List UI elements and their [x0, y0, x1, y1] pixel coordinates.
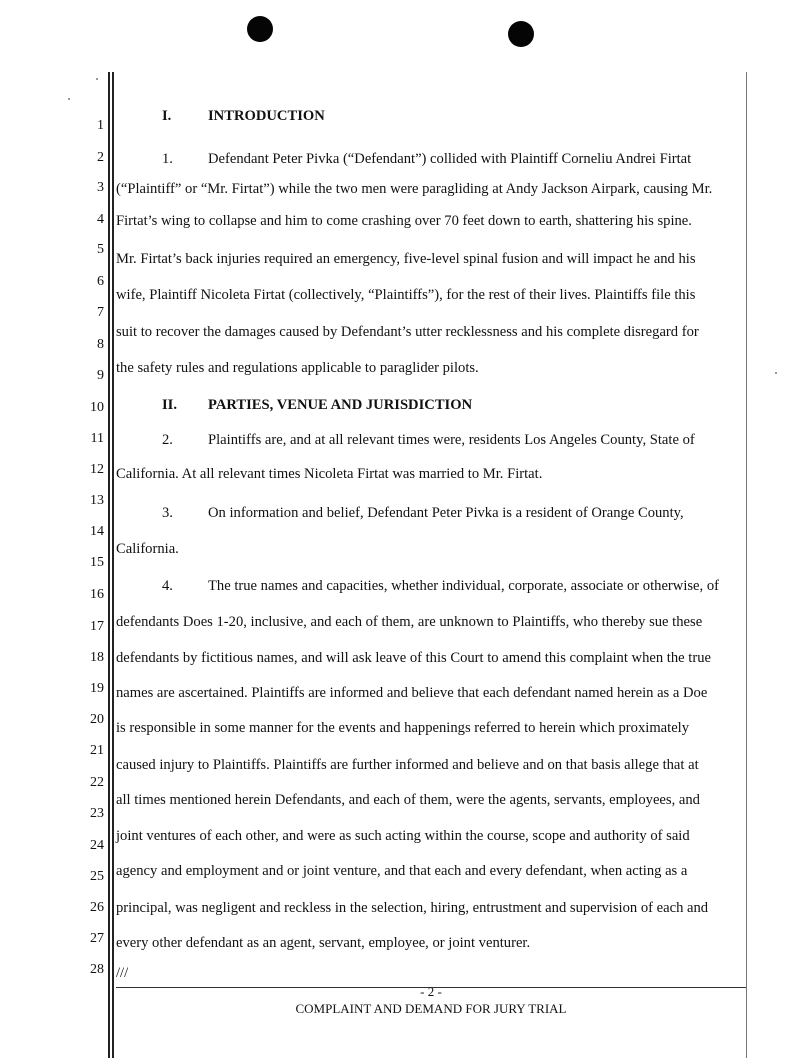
line-number: 20 — [90, 712, 104, 727]
line-number: 23 — [90, 806, 104, 821]
paragraph-line: principal, was negligent and reckless in the selection, hiring, entrustment and supervision of each and — [116, 900, 709, 916]
paragraph-number: 1. — [162, 151, 173, 167]
section-number: I. — [162, 108, 172, 124]
line-number: 10 — [90, 400, 104, 415]
line-number: 19 — [90, 681, 104, 696]
scan-speck — [96, 78, 98, 80]
paragraph-line: all times mentioned herein Defendants, and each of them, were the agents, servants, employees, and — [116, 792, 700, 808]
paragraph-line: caused injury to Plaintiffs. Plaintiffs are further informed and believe and on that basis allege that at — [116, 757, 699, 773]
line-number: 26 — [90, 900, 104, 915]
paragraph-text: On information and belief, Defendant Peter Pivka is a resident of Orange County, — [208, 505, 684, 521]
line-number: 18 — [90, 650, 104, 665]
section-title: PARTIES, VENUE AND JURISDICTION — [208, 397, 473, 413]
paragraph-line: wife, Plaintiff Nicoleta Firtat (collectively, “Plaintiffs”), for the rest of their lives. Plaintiffs file this — [116, 287, 696, 303]
line-number: 12 — [90, 462, 104, 477]
continuation-marker: /// — [116, 965, 129, 981]
paragraph-line: defendants Does 1-20, inclusive, and each of them, are unknown to Plaintiffs, who thereby sue these — [116, 614, 703, 630]
paragraph-line: names are ascertained. Plaintiffs are informed and believe that each defendant named herein as a Doe — [116, 685, 708, 701]
paragraph-text: Plaintiffs are, and at all relevant times were, residents Los Angeles County, State of — [208, 432, 695, 448]
margin-rule-right — [746, 72, 747, 1058]
line-number: 2 — [97, 150, 104, 165]
section-title: INTRODUCTION — [208, 108, 325, 124]
paragraph-text: Defendant Peter Pivka (“Defendant”) collided with Plaintiff Corneliu Andrei Firtat — [208, 151, 692, 167]
paragraph-line: the safety rules and regulations applicable to paraglider pilots. — [116, 360, 479, 376]
punch-hole-right — [508, 21, 534, 47]
paragraph-line: every other defendant as an agent, servant, employee, or joint venturer. — [116, 935, 531, 951]
paragraph-text: The true names and capacities, whether individual, corporate, associate or otherwise, of — [208, 578, 719, 594]
line-number: 7 — [97, 305, 104, 320]
line-number: 11 — [90, 431, 104, 446]
paragraph-line: is responsible in some manner for the events and happenings referred to herein which proximately — [116, 720, 690, 736]
line-number: 5 — [97, 242, 104, 257]
paragraph-line: (“Plaintiff” or “Mr. Firtat”) while the two men were paragliding at Andy Jackson Airpark, causing Mr. — [116, 181, 713, 197]
line-number: 25 — [90, 869, 104, 884]
margin-rule-left-outer — [108, 72, 110, 1058]
paragraph-line: California. — [116, 541, 179, 557]
footer-page-number: - 2 - — [420, 984, 442, 999]
line-number: 3 — [97, 180, 104, 195]
line-number: 13 — [90, 493, 104, 508]
line-number: 17 — [90, 619, 104, 634]
line-number: 14 — [90, 524, 104, 539]
line-number: 21 — [90, 743, 104, 758]
punch-hole-left — [247, 16, 273, 42]
scan-speck — [775, 372, 777, 374]
line-number: 1 — [97, 118, 104, 133]
line-number: 6 — [97, 274, 104, 289]
margin-rule-left-inner — [112, 72, 114, 1058]
paragraph-line: California. At all relevant times Nicoleta Firtat was married to Mr. Firtat. — [116, 466, 543, 482]
paragraph-line: defendants by fictitious names, and will ask leave of this Court to amend this complaint when the true — [116, 650, 711, 666]
paragraph-number: 2. — [162, 432, 173, 448]
line-number: 22 — [90, 775, 104, 790]
scan-speck — [68, 98, 70, 100]
paragraph-number: 4. — [162, 578, 173, 594]
line-number: 27 — [90, 931, 104, 946]
line-number: 8 — [97, 337, 104, 352]
footer-document-title: COMPLAINT AND DEMAND FOR JURY TRIAL — [295, 1001, 567, 1016]
paragraph-line: suit to recover the damages caused by Defendant’s utter recklessness and his complete disregard for — [116, 324, 699, 340]
line-number: 9 — [97, 368, 104, 383]
section-number: II. — [162, 397, 178, 413]
line-number: 4 — [97, 212, 104, 227]
paragraph-number: 3. — [162, 505, 173, 521]
paragraph-line: Mr. Firtat’s back injuries required an emergency, five-level spinal fusion and will impact he and his — [116, 251, 696, 267]
line-number: 16 — [90, 587, 104, 602]
paragraph-line: Firtat’s wing to collapse and him to come crashing over 70 feet down to earth, shattering his spine. — [116, 213, 692, 229]
line-number: 15 — [90, 555, 104, 570]
paragraph-line: agency and employment and or joint venture, and that each and every defendant, when acting as a — [116, 863, 688, 879]
line-number: 24 — [90, 838, 104, 853]
paragraph-line: joint ventures of each other, and were as such acting within the course, scope and authority of said — [116, 828, 690, 844]
line-number: 28 — [90, 962, 104, 977]
